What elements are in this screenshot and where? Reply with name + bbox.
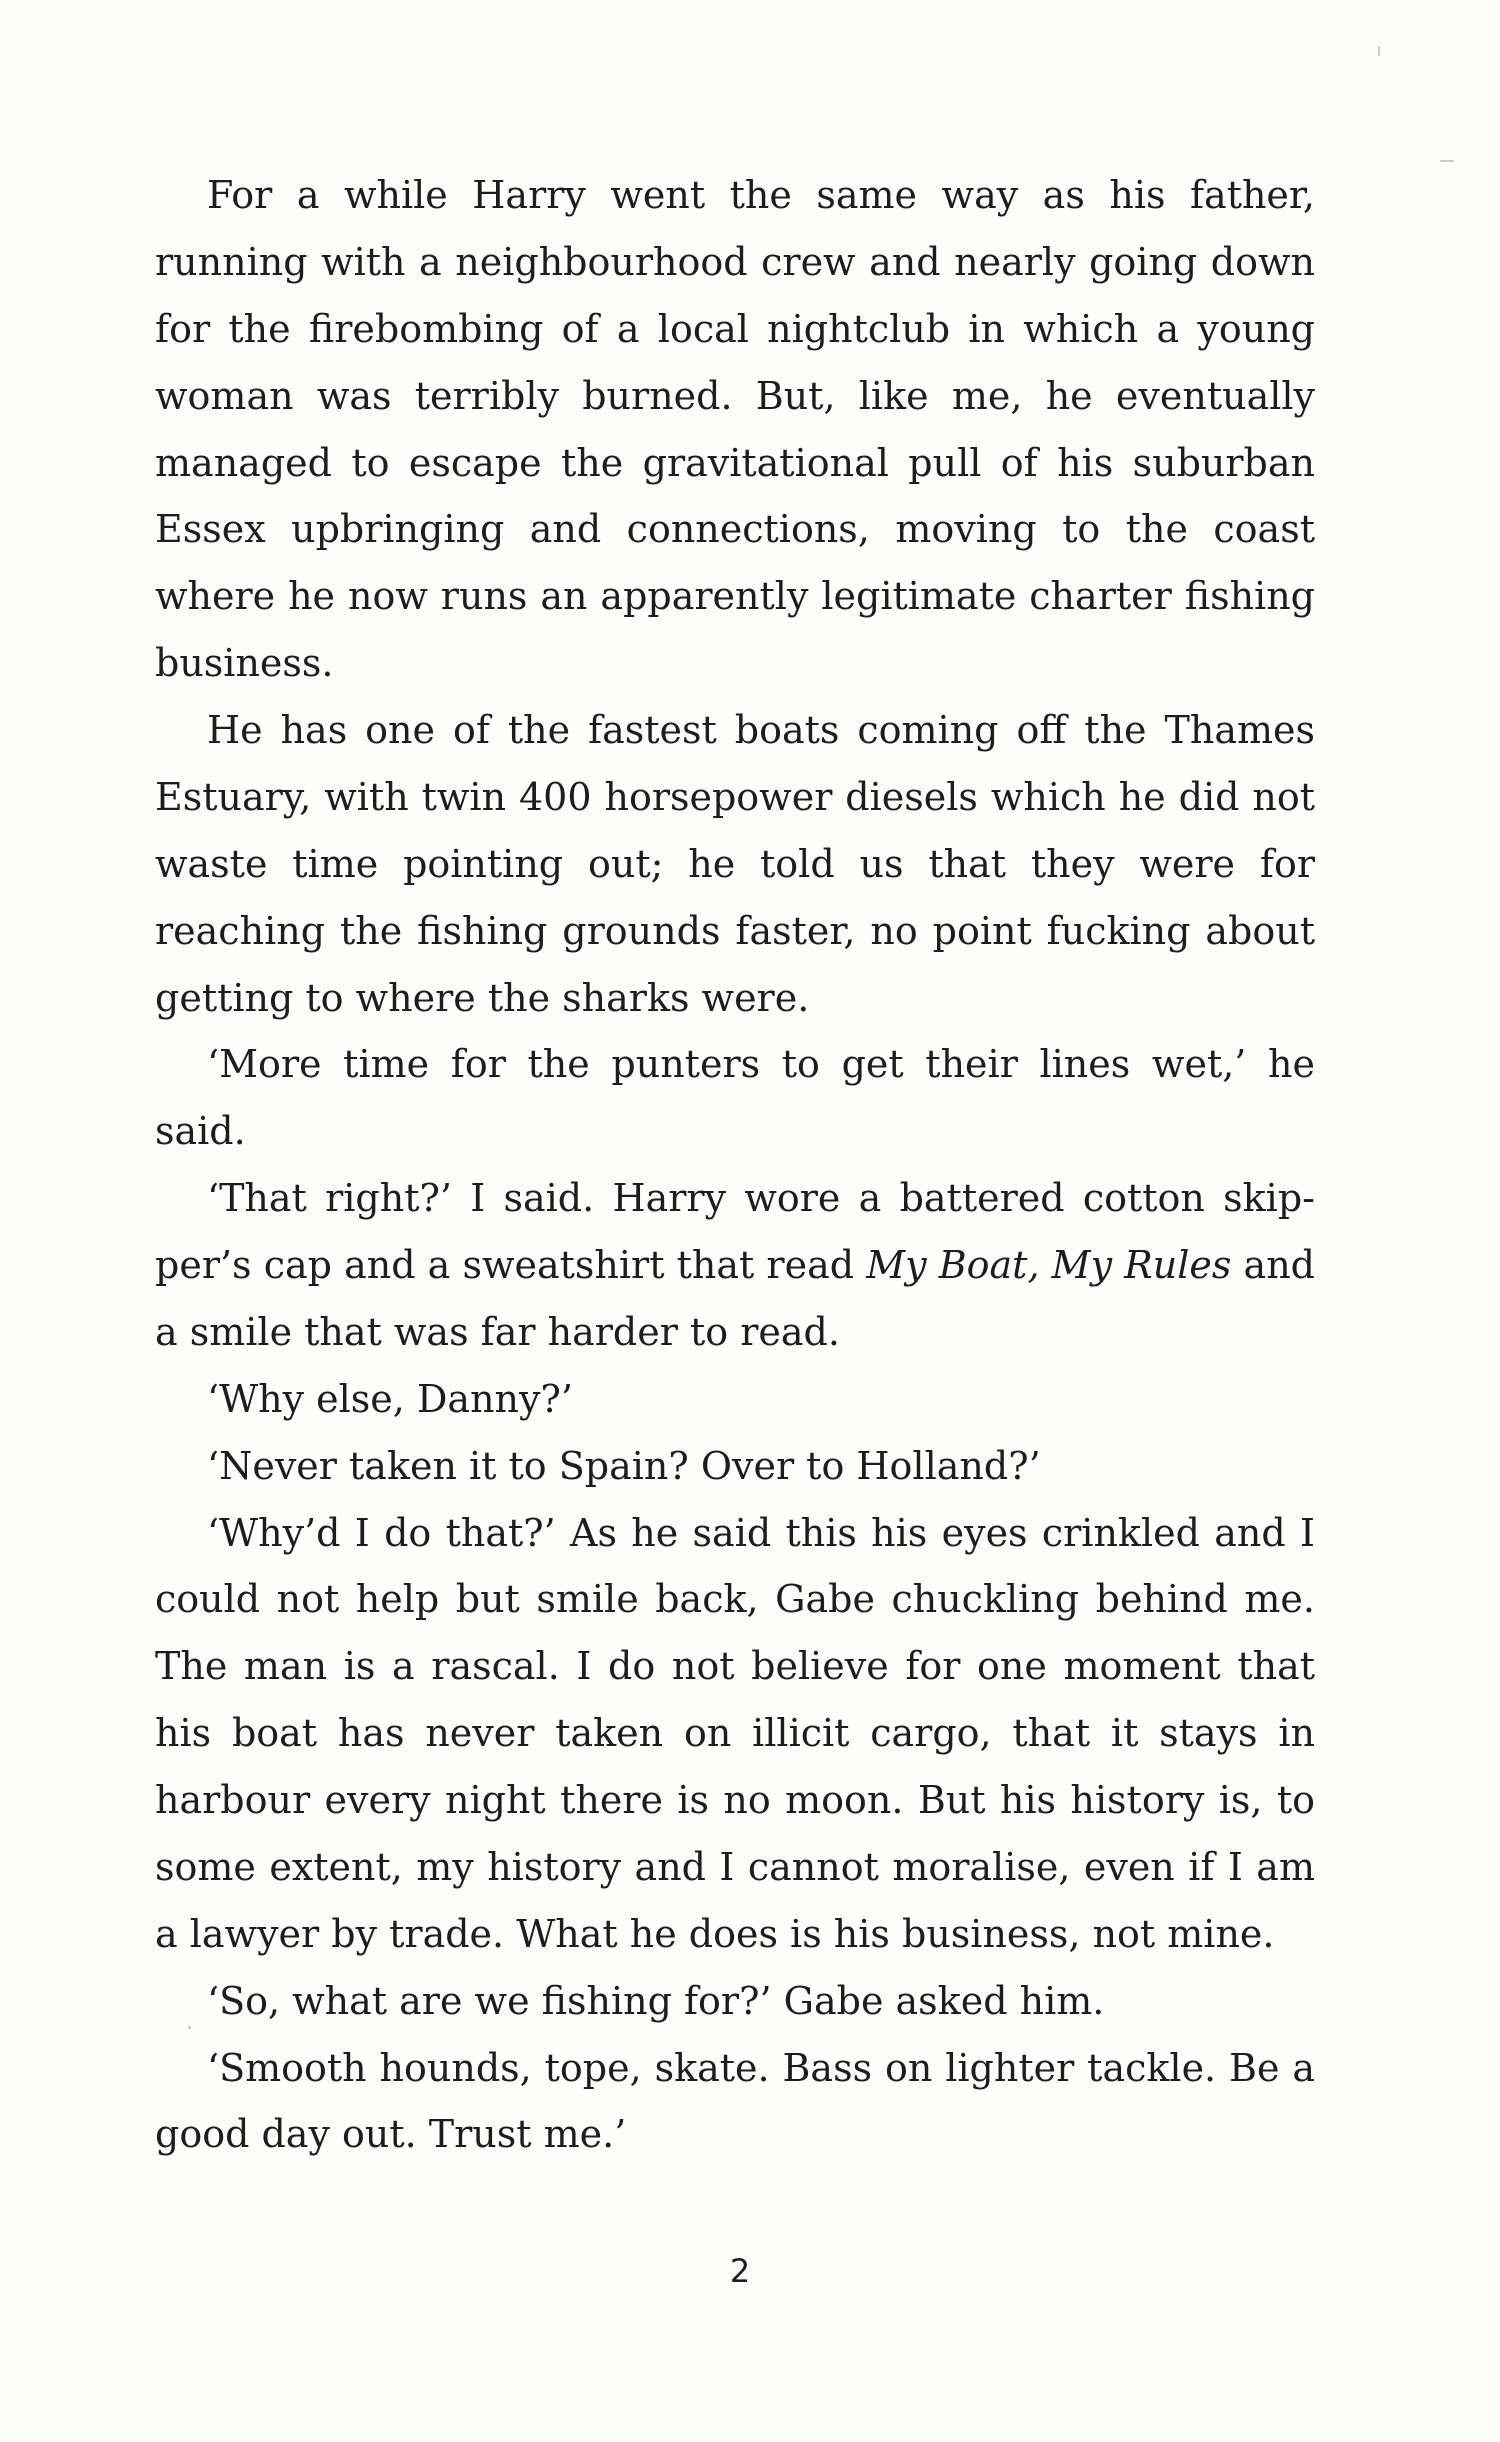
paragraph — [155, 1968, 1315, 2035]
text-run: For a while Harry went the same way as his father, running with a neighbourhood crew and nearly going down for the firebombing of a local nightclub in which a young woman was terribly burned. But, like me, he eventually managed to escape the gravitational pull of his suburban Essex upbringing and connections, moving to the coast where he now runs an apparently legitimate charter fishing business. — [155, 173, 1315, 686]
paragraph — [155, 1031, 1315, 1165]
text-run: ‘Why’d I do that?’ As he said this his eyes crinkled and I could not help but smile back, Gabe chuckling behind me. The man is a rascal. I do not believe for one moment that his boat has never taken on illicit cargo, that it stays in harbour every night there is no moon. But his history is, to some extent, my history and I cannot moralise, even if I am a lawyer by trade. What he does is his business, not mine. — [155, 1510, 1315, 1956]
paragraph — [155, 1500, 1315, 1968]
text-run: He has one of the fastest boats coming off the Thames Estuary, with twin 400 horsepower diesels which he did not waste time pointing out; he told us that they were for reaching the fishing grounds faster, no point fucking about getting to where the sharks were. — [155, 708, 1315, 1020]
paragraph — [155, 2035, 1315, 2169]
page-number: 2 — [729, 2252, 751, 2290]
paragraph — [155, 1366, 1315, 1433]
paragraph — [155, 1433, 1315, 1500]
text-run: ‘Smooth hounds, tope, skate. Bass on lighter tackle. Be a good day out. Trust me.’ — [155, 2045, 1315, 2157]
paragraph — [155, 162, 1315, 697]
text-run: ‘So, what are we fishing for?’ Gabe asked him. — [207, 1978, 1105, 2023]
scan-speck — [1378, 46, 1380, 56]
body-text — [155, 162, 1315, 2168]
text-run: and a smile that was far harder to read. — [155, 1243, 1315, 1354]
scan-speck — [1440, 160, 1454, 162]
text-run: ‘That right?’ I said. Harry wore a battered cotton skipper’s cap and a sweatshirt that read — [155, 1176, 1315, 1287]
paragraph — [155, 697, 1315, 1031]
scan-speck — [188, 2026, 191, 2029]
italic-text-run: My Boat, My Rules — [866, 1243, 1232, 1287]
paragraph — [155, 1165, 1315, 1366]
text-run: ‘More time for the punters to get their lines wet,’ he said. — [155, 1042, 1315, 1154]
text-run: ‘Never taken it to Spain? Over to Holland?’ — [207, 1443, 1041, 1488]
text-run: ‘Why else, Danny?’ — [207, 1376, 573, 1421]
